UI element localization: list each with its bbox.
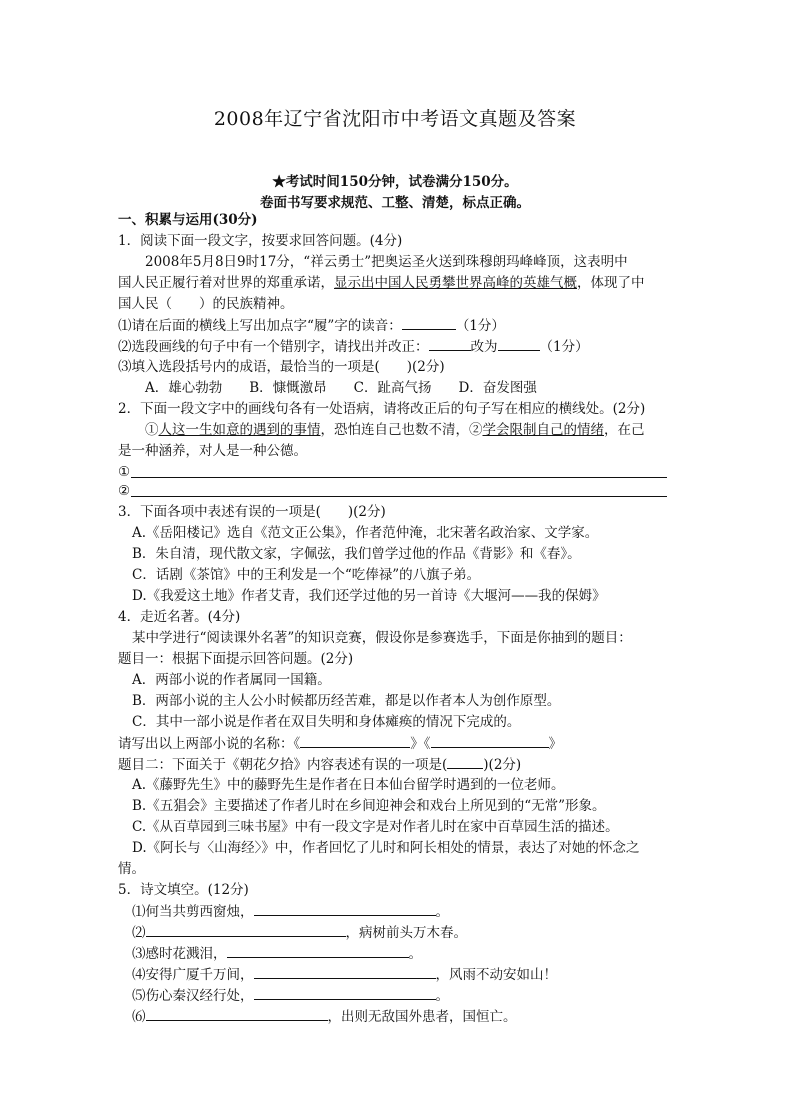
answer-blank[interactable] — [254, 986, 436, 1000]
poem-text: 。 — [408, 946, 422, 962]
poem-text: 。 — [435, 904, 449, 920]
answer-blank[interactable] — [429, 337, 471, 351]
answer-blank[interactable] — [300, 734, 410, 748]
poem-text: ，风雨不动安如山！ — [435, 967, 557, 983]
q1-sub1 — [118, 316, 505, 335]
q1-sub1-score: （1分） — [455, 318, 505, 334]
answer-blank[interactable] — [402, 316, 456, 330]
answer-blank[interactable] — [447, 755, 483, 769]
q1-passage-line3: 国人民（ ）的民族精神。 — [118, 296, 294, 312]
page-title: 2008年辽宁省沈阳市中考语文真题及答案 — [213, 108, 577, 130]
answer-blank[interactable] — [146, 1007, 328, 1021]
poem-text: ⑹ — [132, 1009, 146, 1025]
exam-note-writing: 卷面书写要求规范、工整、清楚，标点正确。 — [260, 195, 530, 211]
q1-sub2-score: （1分） — [539, 339, 589, 355]
answer-blank[interactable] — [431, 734, 549, 748]
q5-line-2 — [132, 923, 467, 942]
q4-option-b: B.《五猖会》主要描述了作者儿时在乡间迎神会和戏台上所见到的“无常”形象。 — [132, 798, 606, 814]
q1-passage-text: 国人民正履行着对世界的郑重承诺， — [118, 275, 334, 291]
q4-option-c: C.《从百草园到三味书屋》中有一段文字是对作者儿时在家中百草园生活的描述。 — [132, 819, 619, 835]
q2-passage-line2: 是一种涵养，对人是一种公德。 — [118, 443, 307, 459]
q2-text: ，在己 — [604, 422, 645, 438]
q4-hint-b: B．两部小说的主人公小时候都历经苦难，都是以作者本人为创作原型。 — [132, 693, 561, 709]
q1-passage-text: ，体现了中 — [577, 275, 645, 291]
exam-note-time: ★考试时间150分钟，试卷满分150分。 — [272, 174, 518, 190]
q1-sub1-text: ⑴请在后面的横线上写出加点字“履”字的读音： — [118, 318, 402, 334]
q1-underlined-sentence: 显示出中国人民勇攀世界高峰的英雄气概 — [334, 275, 577, 291]
q4-topic1: 题目一：根据下面提示回答问题。(2分) — [118, 651, 354, 667]
q3-option-a: A.《岳阳楼记》选自《范文正公集》，作者范仲淹，北宋著名政治家、文学家。 — [132, 525, 599, 541]
q1-passage-line1: 2008年5月8日9时17分，“祥云勇士”把奥运圣火送到珠穆朗玛峰峰顶，这表明中 — [145, 254, 628, 270]
q4-topic2-text: )(2分) — [483, 757, 522, 773]
q4-topic2-text: 题目二：下面关于《朝花夕拾》内容表述有误的一项是( — [118, 757, 448, 773]
poem-text: ，出则无敌国外患者，国恒亡。 — [327, 1009, 517, 1025]
q1-sub2 — [118, 337, 589, 356]
q4-stem: 4．走近名著。(4分) — [118, 609, 241, 625]
q2-stem: 2．下面一段文字中的画线句各有一处语病，请将改正后的句子写在相应的横线处。(2分) — [118, 401, 646, 417]
q3-stem: 3．下面各项中表述有误的一项是( )(2分) — [118, 504, 386, 520]
q2-answer-label-2: ② — [118, 483, 131, 499]
poem-text: ⑷安得广厦千万间， — [132, 967, 254, 983]
q4-intro: 某中学进行“阅读课外名著”的知识竞赛，假设你是参赛选手，下面是你抽到的题目： — [132, 630, 632, 646]
q4-ask-text: 请写出以上两部小说的名称：《 — [118, 736, 301, 752]
q3-option-d: D.《我爱这土地》作者艾青，我们还学过他的另一首诗《大堰河——我的保姆》 — [132, 588, 606, 604]
poem-text: ⑸伤心秦汉经行处， — [132, 988, 254, 1004]
q2-underlined-sentence-1: 人这一生如意的遇到的事情 — [158, 422, 321, 438]
q5-stem: 5．诗文填空。(12分) — [118, 882, 249, 898]
q1-sub3: ⑶填入选段括号内的成语，最恰当的一项是( )(2分) — [118, 359, 445, 375]
q3-option-b: B．朱自清，现代散文家，字佩弦，我们曾学过他的作品《背影》和《春》。 — [132, 546, 581, 562]
q4-option-d: D.《阿长与〈山海经〉》中，作者回忆了儿时和阿长相处的情景，表达了对她的怀念之 — [132, 840, 640, 856]
q5-line-3 — [132, 944, 422, 963]
q2-underlined-sentence-2: 学会限制自己的情绪 — [482, 422, 604, 438]
q4-topic2 — [118, 755, 521, 774]
q2-passage-line1 — [145, 421, 645, 439]
q2-text: ，恐怕连自己也数不清，② — [320, 422, 483, 438]
q3-option-c: C．话剧《茶馆》中的王利发是一个“吃俸禄”的八旗子弟。 — [132, 567, 481, 583]
q5-line-5 — [132, 986, 449, 1005]
poem-text: ⑶感时花溅泪， — [132, 946, 227, 962]
answer-blank[interactable] — [227, 944, 409, 958]
q2-answer-label-1: ① — [118, 464, 131, 480]
q4-option-d-cont: 情。 — [118, 861, 145, 877]
q4-option-a: A.《藤野先生》中的藤野先生是作者在日本仙台留学时遇到的一位老师。 — [132, 777, 565, 793]
q5-line-6 — [132, 1007, 517, 1026]
poem-text: ⑴何当共剪西窗烛， — [132, 904, 254, 920]
answer-blank[interactable] — [146, 923, 346, 937]
answer-blank[interactable] — [254, 902, 436, 916]
q1-passage-line2 — [118, 274, 645, 292]
q4-hint-a: A．两部小说的作者属同一国籍。 — [132, 672, 331, 688]
section-heading: 一、积累与运用(30分) — [118, 212, 258, 228]
poem-text: ⑵ — [132, 925, 146, 941]
poem-text: 。 — [435, 988, 449, 1004]
q5-line-1 — [132, 902, 449, 921]
q1-options: A．雄心勃勃 B．慷慨激昂 C．趾高气扬 D．奋发图强 — [145, 380, 537, 396]
q2-answer-line-2[interactable] — [131, 496, 667, 497]
q5-line-4 — [132, 965, 557, 984]
answer-blank[interactable] — [498, 337, 540, 351]
q4-ask-text: 》 — [548, 736, 562, 752]
q1-stem: 1．阅读下面一段文字，按要求回答问题。(4分) — [118, 233, 403, 249]
q2-answer-line-1[interactable] — [131, 477, 667, 478]
q4-hint-c: C．其中一部小说是作者在双目失明和身体瘫痪的情况下完成的。 — [132, 714, 521, 730]
answer-blank[interactable] — [254, 965, 436, 979]
q1-sub2-text: ⑵选段画线的句子中有一个错别字，请找出并改正： — [118, 339, 429, 355]
poem-text: ，病树前头万木春。 — [345, 925, 467, 941]
q4-ask-text: 》《 — [410, 736, 431, 752]
q1-sub2-mid: 改为 — [470, 339, 498, 355]
q2-text: ① — [145, 422, 159, 438]
q4-ask-names — [118, 734, 562, 753]
